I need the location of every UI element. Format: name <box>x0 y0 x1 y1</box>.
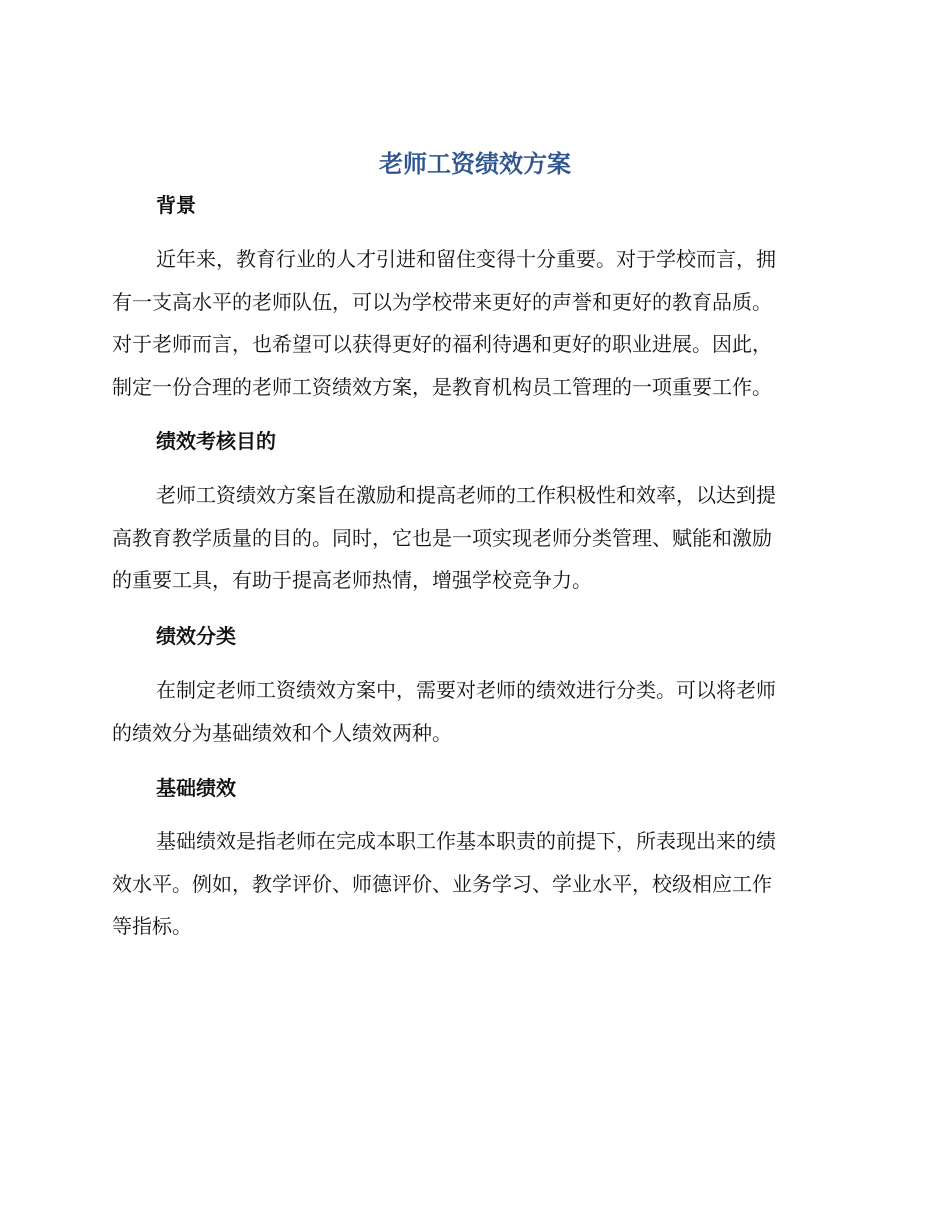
paragraph-line: 的绩效分为基础绩效和个人绩效两种。 <box>112 720 452 745</box>
section-body-background <box>112 238 832 409</box>
paragraph-continued <box>112 281 832 409</box>
paragraph-line: 基础绩效是指老师在完成本职工作基本职责的前提下，所表现出来的绩 <box>156 829 776 853</box>
section-body-purpose <box>112 474 832 602</box>
paragraph-continued <box>112 863 832 948</box>
section-heading-background: 背景 <box>156 193 196 217</box>
paragraph-line: 在制定老师工资绩效方案中，需要对老师的绩效进行分类。可以将老师 <box>156 678 776 702</box>
paragraph <box>112 238 832 281</box>
paragraph-line: 有一支高水平的老师队伍，可以为学校带来更好的声誉和更好的教育品质。 <box>112 289 772 314</box>
paragraph-line: 对于老师而言，也希望可以获得更好的福利待遇和更好的职业进展。因此， <box>112 332 772 357</box>
paragraph-line: 效水平。例如，教学评价、师德评价、业务学习、学业水平，校级相应工作 <box>112 871 772 896</box>
section-body-basic-performance <box>112 820 832 948</box>
paragraph-line: 制定一份合理的老师工资绩效方案，是教育机构员工管理的一项重要工作。 <box>112 375 772 400</box>
section-heading-purpose: 绩效考核目的 <box>156 429 276 453</box>
paragraph-line: 的重要工具，有助于提高老师热情，增强学校竞争力。 <box>112 568 592 593</box>
section-heading-classification: 绩效分类 <box>156 624 236 648</box>
paragraph-line: 老师工资绩效方案旨在激励和提高老师的工作积极性和效率，以达到提 <box>156 483 776 507</box>
paragraph-continued <box>112 517 832 602</box>
paragraph-line: 等指标。 <box>112 914 192 939</box>
document-title: 老师工资绩效方案 <box>379 150 571 178</box>
paragraph-line: 高教育教学质量的目的。同时，它也是一项实现老师分类管理、赋能和激励 <box>112 525 772 550</box>
paragraph <box>112 820 832 863</box>
paragraph <box>112 474 832 517</box>
section-body-classification <box>112 669 832 754</box>
section-heading-basic-performance: 基础绩效 <box>156 776 236 800</box>
paragraph <box>112 669 832 712</box>
paragraph-continued <box>112 712 832 755</box>
paragraph-line: 近年来，教育行业的人才引进和留住变得十分重要。对于学校而言，拥 <box>156 247 776 271</box>
